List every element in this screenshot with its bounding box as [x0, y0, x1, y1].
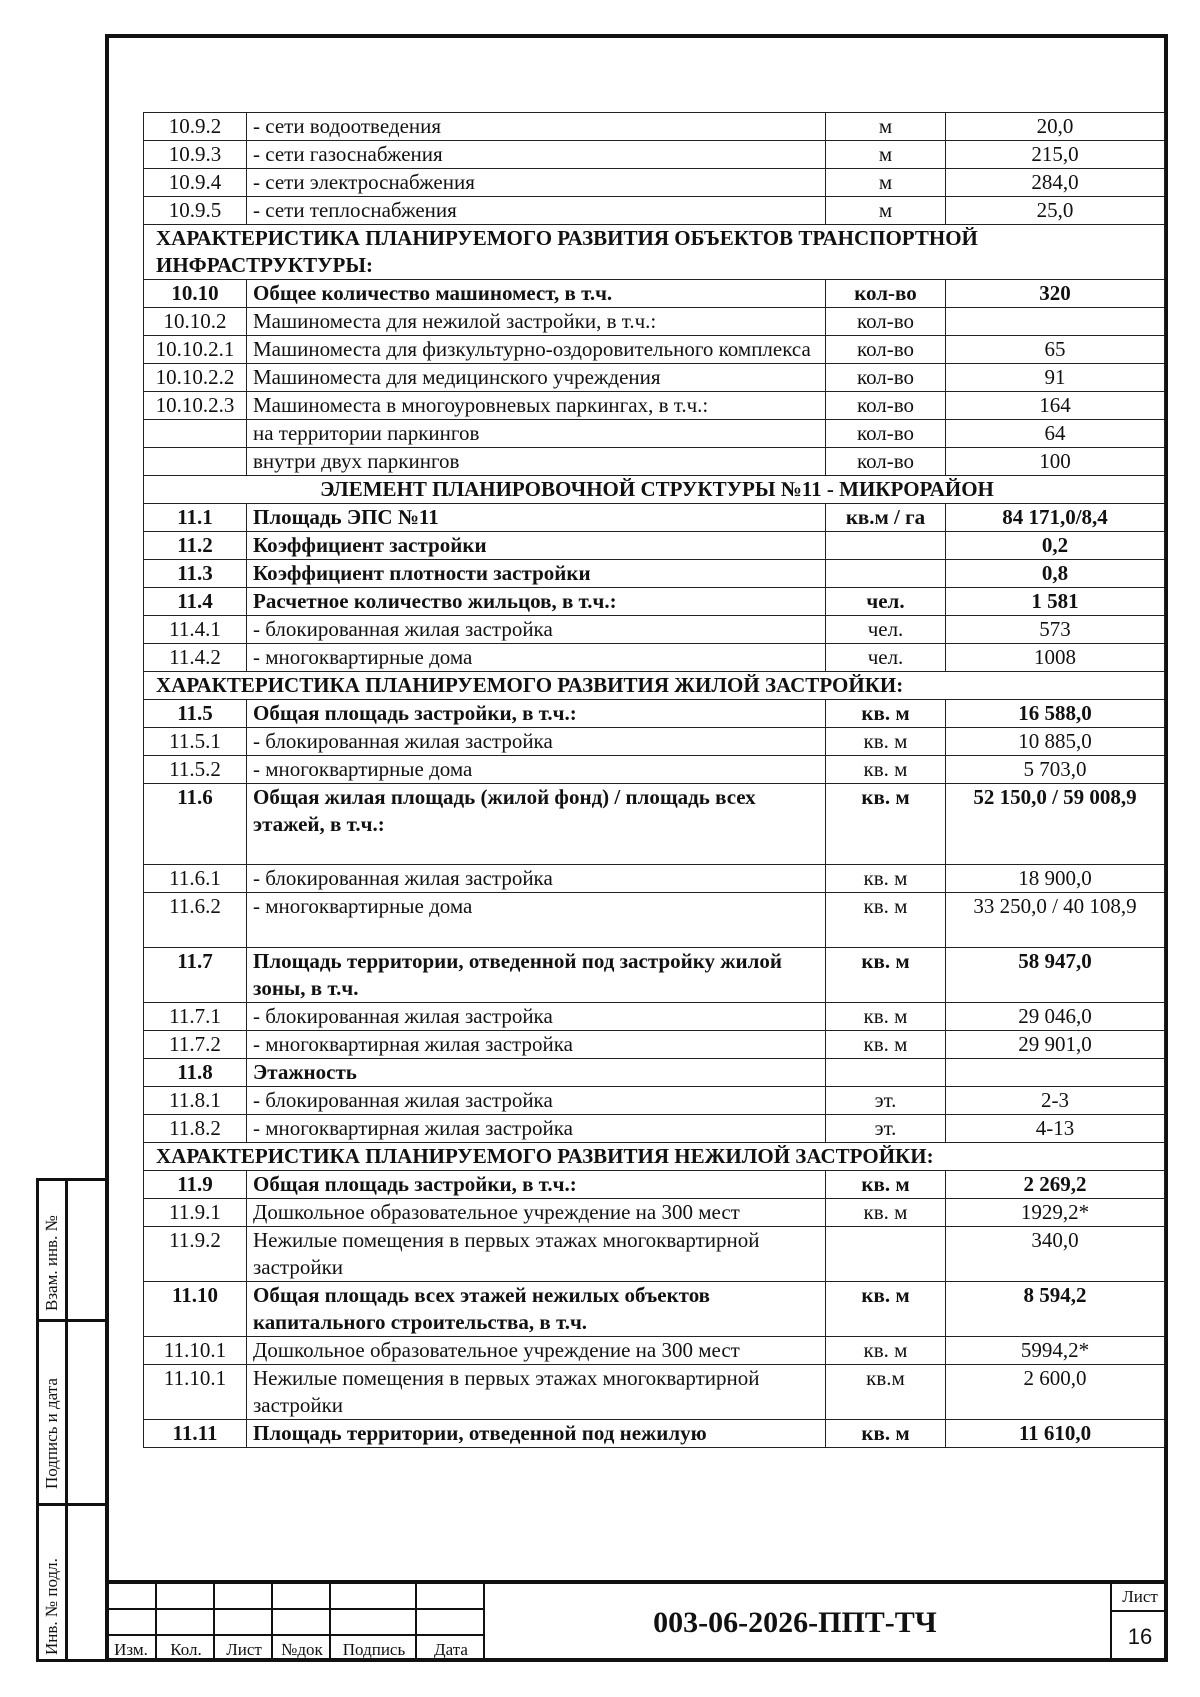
row-name: - многоквартирная жилая застройка	[247, 1031, 826, 1059]
row-value: 215,0	[946, 141, 1165, 169]
stamp-header-kol: Кол.	[170, 1640, 202, 1659]
row-name: - многоквартирная жилая застройка	[247, 1115, 826, 1143]
table-row	[144, 1059, 1165, 1087]
row-number: 10.10.2.1	[144, 336, 247, 364]
row-value: 1929,2*	[946, 1199, 1165, 1227]
stamp-row-line	[105, 1608, 485, 1610]
table-row	[144, 169, 1165, 197]
row-number: 11.11	[144, 1420, 247, 1448]
row-number	[144, 448, 247, 476]
table-row	[144, 588, 1165, 616]
row-value: 2 269,2	[946, 1171, 1165, 1199]
row-value: 29 901,0	[946, 1031, 1165, 1059]
stamp-row-line	[105, 1634, 485, 1636]
row-unit: эт.	[826, 1087, 946, 1115]
table-row	[144, 532, 1165, 560]
title-block	[105, 1580, 1168, 1662]
row-unit: кол-во	[826, 448, 946, 476]
row-value: 20,0	[946, 113, 1165, 141]
table-row	[144, 420, 1165, 448]
row-number: 11.10.1	[144, 1337, 247, 1365]
table-row	[144, 644, 1165, 672]
table-row	[144, 364, 1165, 392]
row-name: Дошкольное образовательное учреждение на 300 мест	[247, 1337, 826, 1365]
row-unit	[826, 1227, 946, 1282]
row-number: 11.5.1	[144, 728, 247, 756]
row-number: 11.6.1	[144, 865, 247, 893]
row-unit: кв. м	[826, 1003, 946, 1031]
row-unit: кв. м	[826, 756, 946, 784]
row-unit: м	[826, 197, 946, 225]
row-unit: м	[826, 113, 946, 141]
table-row	[144, 1087, 1165, 1115]
row-value: 573	[946, 616, 1165, 644]
row-name: - сети теплоснабжения	[247, 197, 826, 225]
row-value: 58 947,0	[946, 948, 1165, 1003]
row-value: 91	[946, 364, 1165, 392]
stamp-header-ndok: №док	[281, 1640, 323, 1659]
row-value: 8 594,2	[946, 1282, 1165, 1337]
section-row	[144, 225, 1165, 280]
row-name: Площадь территории, отведенной под нежилую	[247, 1420, 826, 1448]
row-name: - блокированная жилая застройка	[247, 1003, 826, 1031]
row-name: Машиноместа для медицинского учреждения	[247, 364, 826, 392]
row-name: Этажность	[247, 1059, 826, 1087]
row-unit: кв.м / га	[826, 504, 946, 532]
row-name: Дошкольное образовательное учреждение на 300 мест	[247, 1199, 826, 1227]
side-label-podpis: Подпись и дата	[42, 1378, 61, 1489]
row-value	[946, 308, 1165, 336]
row-unit	[826, 1059, 946, 1087]
row-value: 1008	[946, 644, 1165, 672]
row-unit: кв. м	[826, 948, 946, 1003]
row-number: 11.5	[144, 700, 247, 728]
row-unit: м	[826, 141, 946, 169]
table-row	[144, 1420, 1165, 1448]
row-unit	[826, 560, 946, 588]
row-number: 11.4.1	[144, 616, 247, 644]
sheet-number: 16	[1127, 1624, 1153, 1649]
row-name: Общая площадь всех этажей нежилых объектов капитального строительства, в т.ч.	[247, 1282, 826, 1337]
row-value: 2 600,0	[946, 1365, 1165, 1420]
row-unit: кол-во	[826, 280, 946, 308]
row-value: 164	[946, 392, 1165, 420]
row-unit: кв. м	[826, 728, 946, 756]
table-row	[144, 448, 1165, 476]
row-number: 10.9.2	[144, 113, 247, 141]
table-row	[144, 728, 1165, 756]
table-row	[144, 113, 1165, 141]
table-row	[144, 336, 1165, 364]
row-value: 0,2	[946, 532, 1165, 560]
row-name: Общая площадь застройки, в т.ч.:	[247, 1171, 826, 1199]
section-title: ХАРАКТЕРИСТИКА ПЛАНИРУЕМОГО РАЗВИТИЯ НЕЖИЛОЙ ЗАСТРОЙКИ:	[144, 1143, 1165, 1171]
sheet-box	[1110, 1584, 1168, 1662]
row-value: 5 703,0	[946, 756, 1165, 784]
row-value: 64	[946, 420, 1165, 448]
row-name: Расчетное количество жильцов, в т.ч.:	[247, 588, 826, 616]
row-unit: кол-во	[826, 308, 946, 336]
row-unit: чел.	[826, 588, 946, 616]
row-name: - сети электроснабжения	[247, 169, 826, 197]
row-name: Общая площадь застройки, в т.ч.:	[247, 700, 826, 728]
row-unit: кв. м	[826, 1282, 946, 1337]
row-name: - многоквартирные дома	[247, 893, 826, 948]
row-value: 52 150,0 / 59 008,9	[946, 784, 1165, 865]
row-value: 84 171,0/8,4	[946, 504, 1165, 532]
side-divider	[39, 1319, 108, 1322]
row-number: 10.10.2.3	[144, 392, 247, 420]
row-number: 11.2	[144, 532, 247, 560]
side-label-vzam: Взам. инв. №	[42, 1215, 61, 1311]
row-unit: кол-во	[826, 392, 946, 420]
row-number: 10.10.2	[144, 308, 247, 336]
table-row	[144, 1171, 1165, 1199]
section-title: ХАРАКТЕРИСТИКА ПЛАНИРУЕМОГО РАЗВИТИЯ ЖИЛОЙ ЗАСТРОЙКИ:	[144, 672, 1165, 700]
side-divider	[39, 1503, 108, 1506]
table-row	[144, 756, 1165, 784]
row-number: 11.7.1	[144, 1003, 247, 1031]
row-name: - блокированная жилая застройка	[247, 616, 826, 644]
row-number: 10.10	[144, 280, 247, 308]
table-row	[144, 392, 1165, 420]
row-name: Общее количество машиномест, в т.ч.	[247, 280, 826, 308]
table-row	[144, 616, 1165, 644]
row-unit: кв. м	[826, 865, 946, 893]
row-number: 11.7.2	[144, 1031, 247, 1059]
row-unit: чел.	[826, 616, 946, 644]
document-code: 003-06-2026-ППТ-ТЧ	[653, 1606, 937, 1639]
row-number: 10.10.2.2	[144, 364, 247, 392]
row-name: Коэффициент плотности застройки	[247, 560, 826, 588]
row-value: 29 046,0	[946, 1003, 1165, 1031]
row-number: 11.10.1	[144, 1365, 247, 1420]
table-row	[144, 700, 1165, 728]
row-value: 11 610,0	[946, 1420, 1165, 1448]
row-name: Площадь территории, отведенной под застройку жилой зоны, в т.ч.	[247, 948, 826, 1003]
row-name: - сети газоснабжения	[247, 141, 826, 169]
row-name: на территории паркингов	[247, 420, 826, 448]
table-row	[144, 1199, 1165, 1227]
table-row	[144, 1003, 1165, 1031]
table-row	[144, 784, 1165, 865]
row-unit: кв.м	[826, 1365, 946, 1420]
row-number: 10.9.5	[144, 197, 247, 225]
row-number: 11.9.2	[144, 1227, 247, 1282]
row-value: 4-13	[946, 1115, 1165, 1143]
row-name: - сети водоотведения	[247, 113, 826, 141]
row-name: Машиноместа для физкультурно-оздоровительного комплекса	[247, 336, 826, 364]
table-row	[144, 1337, 1165, 1365]
row-value: 65	[946, 336, 1165, 364]
table-row	[144, 1365, 1165, 1420]
row-value: 25,0	[946, 197, 1165, 225]
row-value: 16 588,0	[946, 700, 1165, 728]
row-name: - многоквартирные дома	[247, 644, 826, 672]
table-row	[144, 1282, 1165, 1337]
row-number: 11.7	[144, 948, 247, 1003]
section-row	[144, 476, 1165, 504]
indicators-table	[143, 112, 1165, 1448]
row-number: 11.5.2	[144, 756, 247, 784]
row-value: 1 581	[946, 588, 1165, 616]
row-value: 33 250,0 / 40 108,9	[946, 893, 1165, 948]
row-unit: кол-во	[826, 336, 946, 364]
row-unit: кв. м	[826, 893, 946, 948]
row-name: - блокированная жилая застройка	[247, 865, 826, 893]
row-value: 0,8	[946, 560, 1165, 588]
row-name: Машиноместа для нежилой застройки, в т.ч.:	[247, 308, 826, 336]
row-number: 11.8.1	[144, 1087, 247, 1115]
row-number: 11.8	[144, 1059, 247, 1087]
row-value: 18 900,0	[946, 865, 1165, 893]
table-row	[144, 308, 1165, 336]
row-unit: кв. м	[826, 1031, 946, 1059]
row-value: 5994,2*	[946, 1337, 1165, 1365]
row-value: 284,0	[946, 169, 1165, 197]
table-row	[144, 865, 1165, 893]
row-unit: кв. м	[826, 1171, 946, 1199]
row-number: 10.9.4	[144, 169, 247, 197]
row-name: внутри двух паркингов	[247, 448, 826, 476]
sheet-label: Лист	[1112, 1584, 1168, 1612]
row-unit: эт.	[826, 1115, 946, 1143]
row-name: Нежилые помещения в первых этажах многоквартирной застройки	[247, 1365, 826, 1420]
table-row	[144, 948, 1165, 1003]
section-title: ЭЛЕМЕНТ ПЛАНИРОВОЧНОЙ СТРУКТУРЫ №11 - МИКРОРАЙОН	[144, 476, 1165, 504]
row-value: 340,0	[946, 1227, 1165, 1282]
row-unit: кв. м	[826, 1337, 946, 1365]
stamp-header-podpis: Подпись	[342, 1640, 406, 1659]
row-number: 11.6	[144, 784, 247, 865]
row-number: 10.9.3	[144, 141, 247, 169]
row-name: Общая жилая площадь (жилой фонд) / площадь всех этажей, в т.ч.:	[247, 784, 826, 865]
section-row	[144, 672, 1165, 700]
row-name: Площадь ЭПС №11	[247, 504, 826, 532]
stamp-header-izm: Изм.	[114, 1640, 148, 1659]
row-unit: кв. м	[826, 784, 946, 865]
side-label-inv: Инв. № подл.	[42, 1558, 61, 1655]
row-number: 11.9.1	[144, 1199, 247, 1227]
table-row	[144, 1031, 1165, 1059]
stamp-header-list: Лист	[226, 1640, 262, 1659]
row-unit: чел.	[826, 644, 946, 672]
row-value: 100	[946, 448, 1165, 476]
row-unit: м	[826, 169, 946, 197]
table-row	[144, 1115, 1165, 1143]
row-unit: кол-во	[826, 420, 946, 448]
section-title: ХАРАКТЕРИСТИКА ПЛАНИРУЕМОГО РАЗВИТИЯ ОБЪЕКТОВ ТРАНСПОРТНОЙ ИНФРАСТРУКТУРЫ:	[144, 225, 1165, 280]
row-unit: кв. м	[826, 1199, 946, 1227]
side-stamp	[36, 1178, 105, 1662]
row-name: - блокированная жилая застройка	[247, 728, 826, 756]
section-row	[144, 1143, 1165, 1171]
row-number: 11.3	[144, 560, 247, 588]
row-value: 320	[946, 280, 1165, 308]
row-number: 11.8.2	[144, 1115, 247, 1143]
stamp-header-data: Дата	[434, 1640, 468, 1659]
table-row	[144, 197, 1165, 225]
row-unit	[826, 532, 946, 560]
row-number: 11.9	[144, 1171, 247, 1199]
row-name: - блокированная жилая застройка	[247, 1087, 826, 1115]
row-name: Машиноместа в многоуровневых паркингах, в т.ч.:	[247, 392, 826, 420]
row-number: 11.4.2	[144, 644, 247, 672]
row-unit: кол-во	[826, 364, 946, 392]
row-name: Коэффициент застройки	[247, 532, 826, 560]
row-number: 11.6.2	[144, 893, 247, 948]
table-row	[144, 280, 1165, 308]
table-row	[144, 560, 1165, 588]
row-value: 2-3	[946, 1087, 1165, 1115]
table-row	[144, 141, 1165, 169]
row-value	[946, 1059, 1165, 1087]
row-unit: кв. м	[826, 1420, 946, 1448]
row-name: Нежилые помещения в первых этажах многоквартирной застройки	[247, 1227, 826, 1282]
row-value: 10 885,0	[946, 728, 1165, 756]
table-row	[144, 504, 1165, 532]
row-unit: кв. м	[826, 700, 946, 728]
table-row	[144, 893, 1165, 948]
row-number: 11.1	[144, 504, 247, 532]
row-number: 11.4	[144, 588, 247, 616]
row-number: 11.10	[144, 1282, 247, 1337]
row-number	[144, 420, 247, 448]
table-row	[144, 1227, 1165, 1282]
row-name: - многоквартирные дома	[247, 756, 826, 784]
